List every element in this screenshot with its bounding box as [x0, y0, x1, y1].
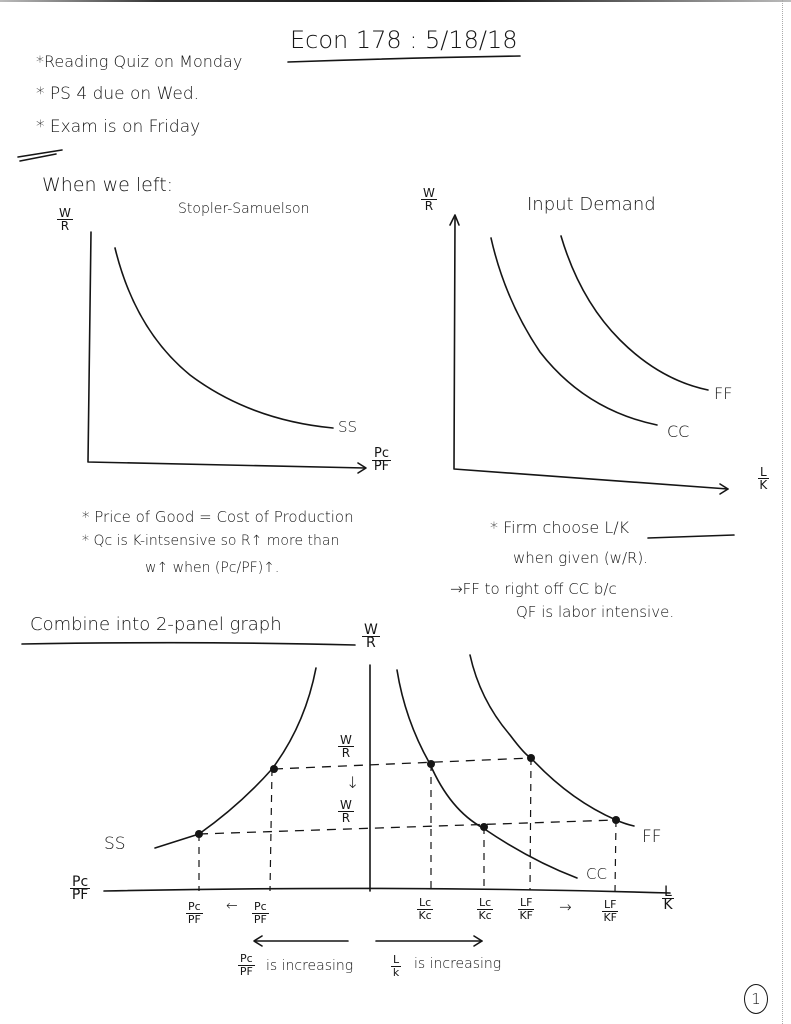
combine-underline: [22, 643, 355, 645]
frac-den: R: [424, 199, 434, 213]
left-graph-ss-curve: [115, 248, 333, 428]
frac-den: PF: [253, 913, 267, 926]
left-graph-title: Stopler-Samuelson: [178, 201, 310, 217]
frac-num: LF: [520, 896, 533, 909]
frac-num: Pc: [188, 900, 201, 913]
frac-den: R: [341, 746, 351, 760]
frac-num: L: [664, 884, 672, 900]
right-graph-ff-curve: [561, 236, 708, 390]
left-graph-axes: [88, 232, 365, 468]
frac-num: Pc: [374, 446, 389, 461]
page-number: 1: [744, 984, 768, 1014]
frac-num: Pc: [72, 874, 89, 890]
page-title: Econ 178 : 5/18/18: [290, 26, 518, 54]
frac-den: k: [392, 966, 400, 979]
panel-cc-label: CC: [586, 865, 607, 883]
dashed-lfkf1: [530, 758, 531, 890]
frac-den: R: [366, 635, 376, 651]
frac-den: R: [341, 811, 351, 825]
note-firm-choose: * Firm choose L/K: [490, 518, 630, 537]
right-graph-cc-label: CC: [667, 422, 690, 441]
frac-num: W: [340, 798, 352, 812]
dashed-lfkf2: [615, 820, 616, 892]
section-heading-combine: Combine into 2-panel graph: [30, 614, 282, 635]
frac-den: PF: [373, 459, 390, 474]
frac-num: W: [59, 206, 71, 220]
firm-choose-blank: [648, 535, 734, 538]
double-underline: [18, 150, 62, 161]
frac-num: L: [393, 953, 400, 966]
panel-ss-label: SS: [104, 834, 126, 854]
dashed-wr1: [274, 758, 531, 769]
dashed-wr2: [199, 820, 616, 834]
frac-num: Pc: [254, 900, 267, 913]
note-w-up: w↑ when (Pc/PF)↑.: [145, 560, 280, 576]
frac-num: LF: [604, 898, 617, 911]
right-arrow-icon: →: [559, 898, 572, 916]
frac-den: KF: [603, 911, 617, 924]
panel-x-axis: [104, 888, 670, 893]
frac-den: Kc: [478, 909, 492, 922]
frac-den: R: [60, 219, 70, 233]
frac-num: Lc: [419, 896, 432, 909]
panel-ss-curve: [155, 668, 316, 848]
caption-right-text: is increasing: [414, 956, 502, 972]
reminder-reading-quiz: *Reading Quiz on Monday: [36, 52, 243, 71]
frac-den: PF: [71, 887, 89, 903]
frac-num: W: [423, 186, 435, 200]
frac-num: W: [340, 733, 352, 747]
panel-ff-label: FF: [642, 827, 662, 847]
down-arrow-icon: ↓: [346, 773, 360, 792]
panel-ff-curve: [470, 655, 634, 826]
note-qf-labor: QF is labor intensive.: [516, 603, 675, 621]
section-heading-when-we-left: When we left:: [42, 174, 174, 196]
frac-den: PF: [187, 913, 201, 926]
frac-den: K: [759, 478, 768, 492]
frac-den: KF: [519, 909, 533, 922]
right-graph-axes: [454, 218, 728, 489]
note-price-cost: * Price of Good = Cost of Production: [82, 508, 354, 526]
frac-den: Kc: [418, 909, 432, 922]
frac-num: Lc: [479, 896, 492, 909]
right-graph-cc-curve: [491, 238, 657, 425]
right-graph-ff-label: FF: [714, 384, 733, 403]
dashed-pcpf1: [270, 769, 272, 891]
left-graph-ss-label: SS: [338, 418, 358, 436]
note-ff-right: →FF to right off CC b/c: [450, 580, 617, 598]
reminder-exam: * Exam is on Friday: [36, 117, 201, 137]
frac-den: K: [663, 897, 673, 913]
note-when-given: when given (w/R).: [513, 549, 649, 567]
caption-left-text: is increasing: [266, 958, 354, 974]
reminder-ps4: * PS 4 due on Wed.: [36, 84, 200, 104]
frac-num: W: [364, 622, 378, 638]
frac-num: Pc: [240, 952, 253, 965]
note-qc-k-intensive: * Qc is K-intsensive so R↑ more than: [82, 533, 340, 549]
frac-den: PF: [239, 965, 253, 978]
left-arrow-icon: ←: [226, 898, 238, 914]
frac-num: L: [760, 465, 767, 479]
right-graph-title: Input Demand: [527, 194, 656, 215]
title-underline: [288, 56, 520, 62]
